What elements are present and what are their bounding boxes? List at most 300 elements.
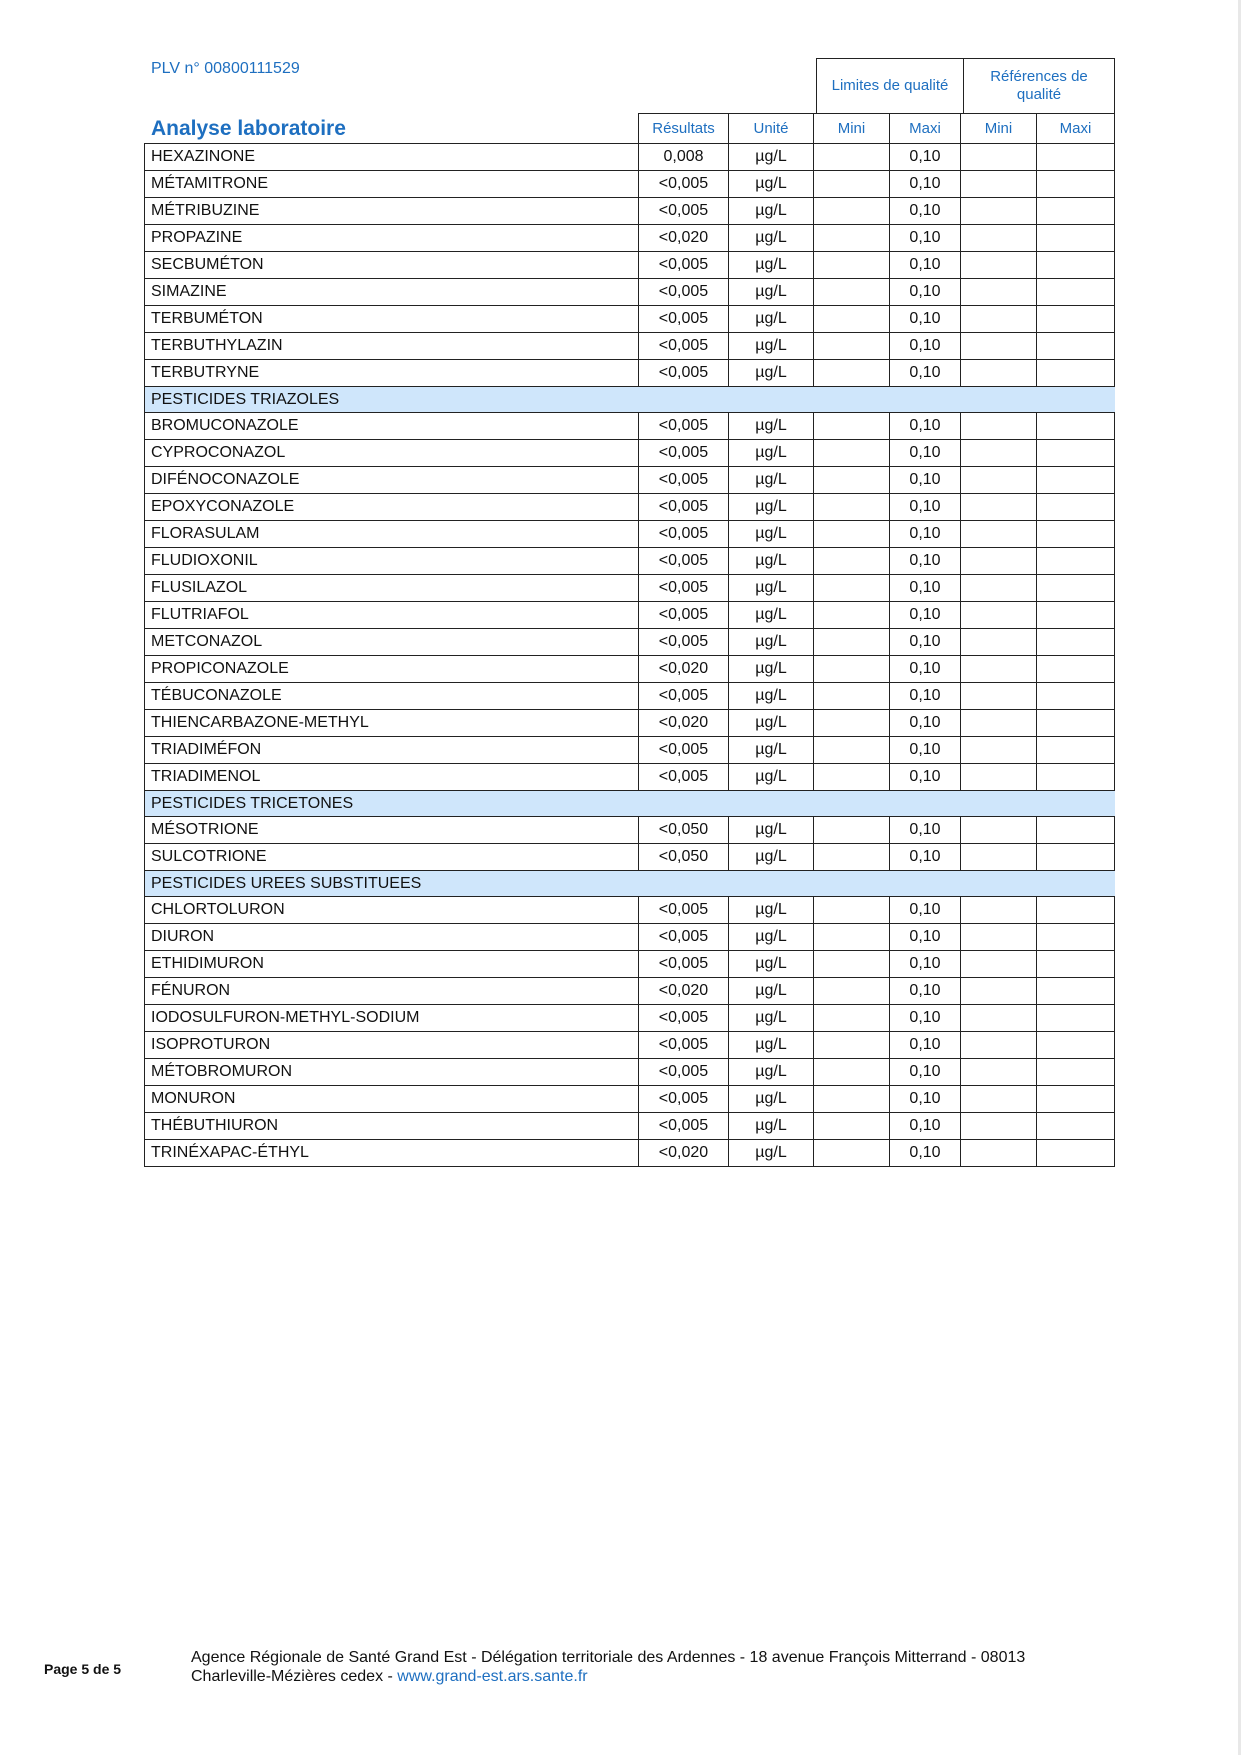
limite-maxi-value: 0,10	[890, 1005, 961, 1032]
limite-mini-value	[814, 252, 890, 279]
limite-maxi-value: 0,10	[890, 198, 961, 225]
reference-mini-value	[961, 602, 1037, 629]
unit-value: µg/L	[729, 494, 814, 521]
parameter-name: METCONAZOL	[145, 629, 639, 656]
section-title: PESTICIDES UREES SUBSTITUEES	[145, 871, 1115, 897]
unit-value: µg/L	[729, 764, 814, 791]
parameter-name: TRIADIMENOL	[145, 764, 639, 791]
parameter-name: ISOPROTURON	[145, 1032, 639, 1059]
result-value: <0,005	[639, 333, 729, 360]
table-row	[145, 844, 1115, 871]
limite-maxi-value: 0,10	[890, 897, 961, 924]
unit-value: µg/L	[729, 978, 814, 1005]
result-value: <0,005	[639, 279, 729, 306]
result-value: <0,005	[639, 1086, 729, 1113]
result-value: <0,005	[639, 683, 729, 710]
result-value: <0,005	[639, 629, 729, 656]
limite-mini-value	[814, 764, 890, 791]
parameter-name: PROPAZINE	[145, 225, 639, 252]
limite-mini-value	[814, 413, 890, 440]
parameter-name: ETHIDIMURON	[145, 951, 639, 978]
table-row	[145, 683, 1115, 710]
reference-mini-value	[961, 548, 1037, 575]
reference-maxi-value	[1037, 1086, 1115, 1113]
parameter-name: HEXAZINONE	[145, 144, 639, 171]
parameter-name: THÉBUTHIURON	[145, 1113, 639, 1140]
footer-line-1: Agence Régionale de Santé Grand Est - Délégation territoriale des Ardennes - 18 avenue François Mitterrand - 08013	[191, 1649, 1026, 1666]
limite-maxi-value: 0,10	[890, 1113, 961, 1140]
reference-mini-value	[961, 951, 1037, 978]
limite-maxi-value: 0,10	[890, 225, 961, 252]
table-row	[145, 924, 1115, 951]
unit-value: µg/L	[729, 548, 814, 575]
unit-value: µg/L	[729, 225, 814, 252]
limite-maxi-value: 0,10	[890, 924, 961, 951]
result-value: <0,005	[639, 440, 729, 467]
parameter-name: SECBUMÉTON	[145, 252, 639, 279]
reference-mini-value	[961, 897, 1037, 924]
table-row	[145, 198, 1115, 225]
limite-mini-value	[814, 225, 890, 252]
unit-value: µg/L	[729, 1005, 814, 1032]
parameter-name: IODOSULFURON-METHYL-SODIUM	[145, 1005, 639, 1032]
result-value: <0,005	[639, 764, 729, 791]
limite-mini-value	[814, 897, 890, 924]
reference-maxi-value	[1037, 978, 1115, 1005]
limite-maxi-value: 0,10	[890, 252, 961, 279]
reference-maxi-value	[1037, 413, 1115, 440]
parameter-name: BROMUCONAZOLE	[145, 413, 639, 440]
reference-mini-value	[961, 360, 1037, 387]
result-value: <0,005	[639, 737, 729, 764]
limite-mini-value	[814, 656, 890, 683]
reference-mini-value	[961, 1032, 1037, 1059]
reference-maxi-value	[1037, 951, 1115, 978]
reference-mini-value	[961, 1140, 1037, 1167]
reference-maxi-value	[1037, 171, 1115, 198]
unit-value: µg/L	[729, 360, 814, 387]
result-value: 0,008	[639, 144, 729, 171]
limite-mini-value	[814, 494, 890, 521]
reference-mini-value	[961, 629, 1037, 656]
limite-maxi-value: 0,10	[890, 360, 961, 387]
reference-mini-value	[961, 252, 1037, 279]
unit-value: µg/L	[729, 1140, 814, 1167]
reference-maxi-value	[1037, 521, 1115, 548]
result-value: <0,005	[639, 360, 729, 387]
limite-maxi-value: 0,10	[890, 602, 961, 629]
unit-value: µg/L	[729, 737, 814, 764]
limite-mini-value	[814, 951, 890, 978]
section-header-row	[145, 387, 1115, 413]
parameter-name: TRINÉXAPAC-ÉTHYL	[145, 1140, 639, 1167]
limite-mini-value	[814, 467, 890, 494]
reference-maxi-value	[1037, 602, 1115, 629]
result-value: <0,005	[639, 1005, 729, 1032]
parameter-name: TÉBUCONAZOLE	[145, 683, 639, 710]
reference-maxi-value	[1037, 1059, 1115, 1086]
header-blank-cell	[145, 114, 639, 144]
result-value: <0,005	[639, 171, 729, 198]
reference-mini-value	[961, 924, 1037, 951]
plv-number: PLV n° 00800111529	[151, 60, 300, 77]
table-row	[145, 656, 1115, 683]
col-limite-mini: Mini	[814, 114, 890, 144]
result-value: <0,020	[639, 656, 729, 683]
reference-mini-value	[961, 1086, 1037, 1113]
table-row	[145, 951, 1115, 978]
col-reference-mini: Mini	[961, 114, 1037, 144]
result-value: <0,005	[639, 252, 729, 279]
reference-mini-value	[961, 1059, 1037, 1086]
limite-mini-value	[814, 1032, 890, 1059]
limite-maxi-value: 0,10	[890, 575, 961, 602]
limite-mini-value	[814, 548, 890, 575]
limite-maxi-value: 0,10	[890, 1032, 961, 1059]
reference-maxi-value	[1037, 467, 1115, 494]
limite-mini-value	[814, 306, 890, 333]
reference-mini-value	[961, 306, 1037, 333]
table-row	[145, 737, 1115, 764]
reference-mini-value	[961, 656, 1037, 683]
parameter-name: FLORASULAM	[145, 521, 639, 548]
reference-mini-value	[961, 1005, 1037, 1032]
unit-value: µg/L	[729, 844, 814, 871]
reference-mini-value	[961, 333, 1037, 360]
table-row	[145, 279, 1115, 306]
reference-mini-value	[961, 279, 1037, 306]
result-value: <0,020	[639, 978, 729, 1005]
parameter-name: DIFÉNOCONAZOLE	[145, 467, 639, 494]
references-label: Références de qualité	[990, 68, 1088, 103]
limite-mini-value	[814, 1059, 890, 1086]
reference-mini-value	[961, 494, 1037, 521]
reference-mini-value	[961, 978, 1037, 1005]
limite-mini-value	[814, 171, 890, 198]
unit-value: µg/L	[729, 333, 814, 360]
unit-value: µg/L	[729, 413, 814, 440]
parameter-name: MÉTAMITRONE	[145, 171, 639, 198]
analyse-laboratoire-title: Analyse laboratoire	[151, 117, 346, 140]
result-value: <0,005	[639, 548, 729, 575]
limite-mini-value	[814, 521, 890, 548]
table-row	[145, 602, 1115, 629]
unit-value: µg/L	[729, 252, 814, 279]
reference-maxi-value	[1037, 737, 1115, 764]
limite-maxi-value: 0,10	[890, 144, 961, 171]
reference-maxi-value	[1037, 306, 1115, 333]
reference-maxi-value	[1037, 683, 1115, 710]
limite-maxi-value: 0,10	[890, 279, 961, 306]
limite-mini-value	[814, 333, 890, 360]
unit-value: µg/L	[729, 951, 814, 978]
page-number: Page 5 de 5	[44, 1661, 122, 1677]
limite-maxi-value: 0,10	[890, 951, 961, 978]
limite-mini-value	[814, 710, 890, 737]
parameter-name: CHLORTOLURON	[145, 897, 639, 924]
result-value: <0,005	[639, 198, 729, 225]
reference-maxi-value	[1037, 360, 1115, 387]
limite-mini-value	[814, 1005, 890, 1032]
limites-de-qualite-header	[816, 58, 964, 114]
limite-mini-value	[814, 575, 890, 602]
reference-mini-value	[961, 413, 1037, 440]
result-value: <0,020	[639, 1140, 729, 1167]
unit-value: µg/L	[729, 171, 814, 198]
parameter-name: PROPICONAZOLE	[145, 656, 639, 683]
reference-maxi-value	[1037, 548, 1115, 575]
table-row	[145, 1113, 1115, 1140]
footer-city: Charleville-Mézières cedex -	[191, 1668, 398, 1685]
reference-maxi-value	[1037, 764, 1115, 791]
reference-mini-value	[961, 467, 1037, 494]
reference-maxi-value	[1037, 494, 1115, 521]
parameter-name: FÉNURON	[145, 978, 639, 1005]
reference-mini-value	[961, 575, 1037, 602]
limite-maxi-value: 0,10	[890, 1140, 961, 1167]
table-row	[145, 1032, 1115, 1059]
table-row	[145, 710, 1115, 737]
reference-mini-value	[961, 1113, 1037, 1140]
limite-mini-value	[814, 1113, 890, 1140]
limite-maxi-value: 0,10	[890, 171, 961, 198]
result-value: <0,020	[639, 225, 729, 252]
parameter-name: MONURON	[145, 1086, 639, 1113]
table-row	[145, 629, 1115, 656]
website-link[interactable]: www.grand-est.ars.sante.fr	[397, 1668, 588, 1685]
limite-maxi-value: 0,10	[890, 710, 961, 737]
col-limite-maxi: Maxi	[890, 114, 961, 144]
limite-maxi-value: 0,10	[890, 844, 961, 871]
reference-maxi-value	[1037, 198, 1115, 225]
reference-mini-value	[961, 737, 1037, 764]
reference-maxi-value	[1037, 252, 1115, 279]
col-unite: Unité	[729, 114, 814, 144]
table-row	[145, 548, 1115, 575]
column-header-row	[145, 114, 1115, 144]
limite-mini-value	[814, 844, 890, 871]
table-row	[145, 252, 1115, 279]
limite-mini-value	[814, 683, 890, 710]
parameter-name: FLUDIOXONIL	[145, 548, 639, 575]
reference-mini-value	[961, 683, 1037, 710]
limite-maxi-value: 0,10	[890, 467, 961, 494]
parameter-name: SIMAZINE	[145, 279, 639, 306]
unit-value: µg/L	[729, 1032, 814, 1059]
reference-maxi-value	[1037, 1140, 1115, 1167]
table-row	[145, 467, 1115, 494]
table-row	[145, 521, 1115, 548]
references-de-qualite-header	[963, 58, 1115, 114]
section-header-row	[145, 871, 1115, 897]
reference-maxi-value	[1037, 1005, 1115, 1032]
limite-maxi-value: 0,10	[890, 737, 961, 764]
unit-value: µg/L	[729, 897, 814, 924]
analysis-table	[144, 113, 1115, 1167]
reference-mini-value	[961, 225, 1037, 252]
limite-maxi-value: 0,10	[890, 440, 961, 467]
limite-mini-value	[814, 144, 890, 171]
unit-value: µg/L	[729, 575, 814, 602]
limite-maxi-value: 0,10	[890, 494, 961, 521]
limite-mini-value	[814, 440, 890, 467]
table-row	[145, 897, 1115, 924]
col-resultats: Résultats	[639, 114, 729, 144]
table-row	[145, 978, 1115, 1005]
unit-value: µg/L	[729, 710, 814, 737]
table-row	[145, 440, 1115, 467]
table-row	[145, 225, 1115, 252]
result-value: <0,005	[639, 467, 729, 494]
reference-maxi-value	[1037, 440, 1115, 467]
unit-value: µg/L	[729, 521, 814, 548]
parameter-name: THIENCARBAZONE-METHYL	[145, 710, 639, 737]
limite-maxi-value: 0,10	[890, 656, 961, 683]
parameter-name: MÉTOBROMURON	[145, 1059, 639, 1086]
limite-mini-value	[814, 602, 890, 629]
reference-maxi-value	[1037, 629, 1115, 656]
limite-mini-value	[814, 198, 890, 225]
result-value: <0,005	[639, 897, 729, 924]
reference-maxi-value	[1037, 844, 1115, 871]
parameter-name: SULCOTRIONE	[145, 844, 639, 871]
unit-value: µg/L	[729, 629, 814, 656]
unit-value: µg/L	[729, 440, 814, 467]
result-value: <0,005	[639, 494, 729, 521]
parameter-name: MÉSOTRIONE	[145, 817, 639, 844]
footer-line-2	[191, 1667, 1025, 1686]
limite-mini-value	[814, 1086, 890, 1113]
reference-mini-value	[961, 521, 1037, 548]
result-value: <0,005	[639, 602, 729, 629]
reference-mini-value	[961, 440, 1037, 467]
table-body	[145, 144, 1115, 1167]
unit-value: µg/L	[729, 602, 814, 629]
limite-mini-value	[814, 978, 890, 1005]
unit-value: µg/L	[729, 1086, 814, 1113]
reference-maxi-value	[1037, 1032, 1115, 1059]
table-row	[145, 764, 1115, 791]
unit-value: µg/L	[729, 1113, 814, 1140]
reference-mini-value	[961, 817, 1037, 844]
limite-mini-value	[814, 817, 890, 844]
result-value: <0,005	[639, 1113, 729, 1140]
unit-value: µg/L	[729, 467, 814, 494]
limite-mini-value	[814, 924, 890, 951]
parameter-name: TERBUMÉTON	[145, 306, 639, 333]
col-reference-maxi: Maxi	[1037, 114, 1115, 144]
result-value: <0,005	[639, 521, 729, 548]
limite-maxi-value: 0,10	[890, 1086, 961, 1113]
unit-value: µg/L	[729, 279, 814, 306]
table-row	[145, 494, 1115, 521]
reference-mini-value	[961, 198, 1037, 225]
parameter-name: EPOXYCONAZOLE	[145, 494, 639, 521]
table-row	[145, 1140, 1115, 1167]
limite-mini-value	[814, 629, 890, 656]
limite-mini-value	[814, 737, 890, 764]
result-value: <0,020	[639, 710, 729, 737]
table-row	[145, 575, 1115, 602]
limite-maxi-value: 0,10	[890, 548, 961, 575]
limite-maxi-value: 0,10	[890, 764, 961, 791]
reference-mini-value	[961, 144, 1037, 171]
parameter-name: MÉTRIBUZINE	[145, 198, 639, 225]
reference-maxi-value	[1037, 279, 1115, 306]
reference-maxi-value	[1037, 710, 1115, 737]
table-row	[145, 306, 1115, 333]
parameter-name: FLUTRIAFOL	[145, 602, 639, 629]
reference-mini-value	[961, 710, 1037, 737]
unit-value: µg/L	[729, 683, 814, 710]
result-value: <0,005	[639, 575, 729, 602]
limite-maxi-value: 0,10	[890, 1059, 961, 1086]
table-row	[145, 1005, 1115, 1032]
unit-value: µg/L	[729, 306, 814, 333]
limite-mini-value	[814, 1140, 890, 1167]
limite-maxi-value: 0,10	[890, 978, 961, 1005]
reference-maxi-value	[1037, 924, 1115, 951]
limite-mini-value	[814, 360, 890, 387]
limite-maxi-value: 0,10	[890, 521, 961, 548]
limite-maxi-value: 0,10	[890, 817, 961, 844]
limites-label: Limites de qualité	[831, 77, 949, 94]
result-value: <0,005	[639, 924, 729, 951]
reference-maxi-value	[1037, 333, 1115, 360]
footer-address	[191, 1648, 1025, 1686]
table-row	[145, 171, 1115, 198]
reference-mini-value	[961, 844, 1037, 871]
limite-maxi-value: 0,10	[890, 413, 961, 440]
table-row	[145, 333, 1115, 360]
result-value: <0,005	[639, 306, 729, 333]
table-row	[145, 144, 1115, 171]
parameter-name: CYPROCONAZOL	[145, 440, 639, 467]
result-value: <0,050	[639, 844, 729, 871]
limite-maxi-value: 0,10	[890, 629, 961, 656]
parameter-name: TERBUTRYNE	[145, 360, 639, 387]
result-value: <0,005	[639, 413, 729, 440]
unit-value: µg/L	[729, 656, 814, 683]
reference-mini-value	[961, 764, 1037, 791]
table-row	[145, 1086, 1115, 1113]
reference-maxi-value	[1037, 656, 1115, 683]
unit-value: µg/L	[729, 144, 814, 171]
table-row	[145, 817, 1115, 844]
reference-maxi-value	[1037, 225, 1115, 252]
table-row	[145, 1059, 1115, 1086]
unit-value: µg/L	[729, 198, 814, 225]
reference-maxi-value	[1037, 897, 1115, 924]
unit-value: µg/L	[729, 1059, 814, 1086]
table-row	[145, 413, 1115, 440]
limite-mini-value	[814, 279, 890, 306]
result-value: <0,005	[639, 951, 729, 978]
parameter-name: DIURON	[145, 924, 639, 951]
limite-maxi-value: 0,10	[890, 306, 961, 333]
unit-value: µg/L	[729, 817, 814, 844]
table-row	[145, 360, 1115, 387]
section-header-row	[145, 791, 1115, 817]
reference-maxi-value	[1037, 144, 1115, 171]
limite-maxi-value: 0,10	[890, 683, 961, 710]
result-value: <0,005	[639, 1059, 729, 1086]
reference-maxi-value	[1037, 1113, 1115, 1140]
reference-maxi-value	[1037, 817, 1115, 844]
reference-mini-value	[961, 171, 1037, 198]
section-title: PESTICIDES TRIAZOLES	[145, 387, 1115, 413]
unit-value: µg/L	[729, 924, 814, 951]
